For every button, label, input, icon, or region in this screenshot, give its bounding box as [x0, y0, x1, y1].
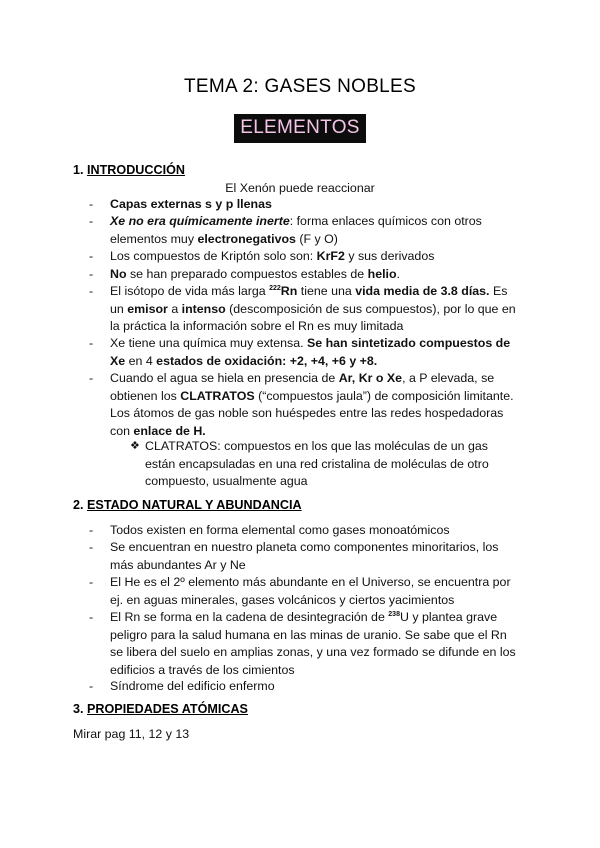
bullet-dash: -	[89, 197, 94, 211]
section-heading-introduccion	[73, 163, 185, 177]
list-item: No se han preparado compuestos estables de helio.	[110, 267, 400, 281]
bullet-dash: -	[89, 679, 94, 693]
page-title: TEMA 2: GASES NOBLES	[184, 76, 416, 97]
section-body-text: Mirar pag 11, 12 y 13	[73, 727, 190, 741]
heading-number: 2.	[73, 498, 84, 512]
bullet-dash: -	[89, 540, 94, 554]
list-item: El He es el 2º elemento más abundante en el Universo, se encuentra por ej. en aguas minerales, gases volcánicos y ciertos yacimientos	[110, 575, 511, 607]
heading-text: ESTADO NATURAL Y ABUNDANCIA	[87, 498, 302, 512]
bullet-dash: -	[89, 336, 94, 350]
bullet-dash: -	[89, 214, 94, 228]
section-heading-estado-natural	[73, 498, 302, 512]
bullet-dash: -	[89, 371, 94, 385]
list-item: El Rn se forma en la cadena de desintegración de $^{238}$U y plantea grave peligro para la salud humana en las minas de uranio. Se sabe que el Rn se libera del suelo en amplias zonas, y una vez formado se difunde en los edificios a través de los cimientos	[110, 610, 516, 677]
list-item: Síndrome del edificio enfermo	[110, 679, 275, 693]
section-badge-wrap	[0, 114, 600, 143]
bullet-dash: -	[89, 523, 94, 537]
bullet-dash: -	[89, 267, 94, 281]
heading-text: PROPIEDADES ATÓMICAS	[87, 702, 248, 716]
list-item: Xe tiene una química muy extensa. Se han sintetizado compuestos de Xe en 4 estados de oxidación: +2, +4, +6 y +8.	[110, 336, 511, 368]
list-item: Capas externas s y p llenas	[110, 197, 272, 211]
bullet-dash: -	[89, 249, 94, 263]
list-item: Xe no era químicamente inerte: forma enlaces químicos con otros elementos muy electronegativos (F y O)	[110, 214, 482, 246]
heading-number: 3.	[73, 702, 84, 716]
list-item: Se encuentran en nuestro planeta como componentes minoritarios, los más abundantes Ar y Ne	[110, 540, 499, 572]
section-badge: ELEMENTOS	[234, 114, 366, 143]
list-item: Cuando el agua se hiela en presencia de Ar, Kr o Xe, a P elevada, se obtienen los CLATRATOS (“compuestos jaula”) de composición limitante. Los átomos de gas noble son huéspedes entre las redes hospedadoras con enlace de H.	[110, 371, 514, 438]
heading-number: 1.	[73, 163, 84, 177]
sub-list-item: CLATRATOS: compuestos en los que las moléculas de un gas están encapsuladas en una red cristalina de moléculas de otro compuesto, usualmente agua	[145, 439, 489, 489]
list-item: El isótopo de vida más larga $^{222}$Rn tiene una vida media de 3.8 días. Es un emisor a intenso (descomposición de sus compuestos), por lo que en la práctica la información sobre el Rn es muy limitada	[110, 284, 516, 334]
bullet-dash: -	[89, 610, 94, 624]
section-heading-propiedades	[73, 702, 248, 716]
centered-note: El Xenón puede reaccionar	[225, 181, 375, 195]
list-item: Todos existen en forma elemental como gases monoatómicos	[110, 523, 450, 537]
diamond-bullet-icon: ❖	[130, 440, 140, 452]
bullet-dash: -	[89, 284, 94, 298]
list-item: Los compuestos de Kriptón solo son: KrF2 y sus derivados	[110, 249, 435, 263]
bullet-dash: -	[89, 575, 94, 589]
heading-text: INTRODUCCIÓN	[87, 163, 185, 177]
